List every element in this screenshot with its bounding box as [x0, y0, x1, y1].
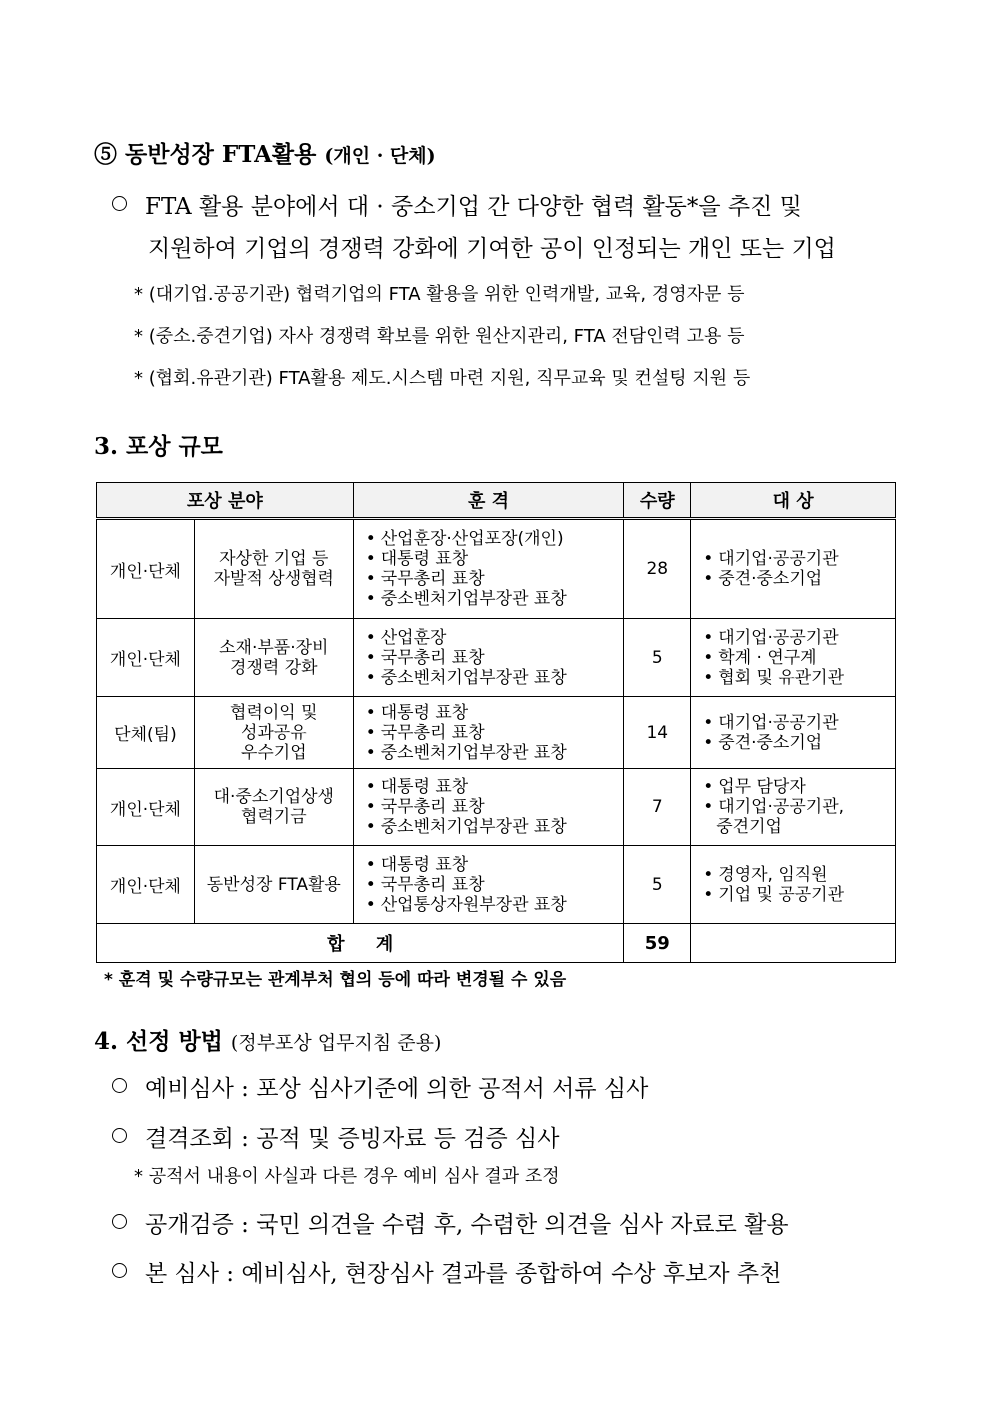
cell-field: [194, 697, 353, 769]
field-line: 경쟁력 강화: [230, 657, 318, 678]
section5-note: * (중소.중견기업) 자사 경쟁력 확보를 위한 원산지관리, FTA 전담인력 고용 등: [134, 326, 745, 347]
target-item: • 대기업·공공기관: [703, 628, 895, 648]
target-item: • 대기업·공공기관: [703, 549, 895, 569]
award-item: • 중소벤처기업부장관 표창: [366, 589, 624, 609]
total-count: 59: [624, 924, 691, 963]
award-item: • 대통령 표창: [366, 777, 624, 797]
award-item: • 산업통상자원부장관 표창: [366, 895, 624, 915]
section4-title-main: 4. 선정 방법: [94, 1028, 223, 1055]
cell-count: 5: [624, 846, 691, 924]
section4-item: [112, 1070, 648, 1103]
section4-item: [112, 1255, 781, 1288]
cell-awards: [353, 769, 624, 846]
section5-note: * (협회.유관기관) FTA활용 제도.시스템 마련 지원, 직무교육 및 컨설팅 지원 등: [134, 368, 751, 389]
award-table: [96, 482, 896, 963]
cell-field: [194, 619, 353, 697]
field-line: 성과공유: [240, 722, 307, 743]
field-line: 대·중소기업상생: [213, 787, 334, 807]
cell-field: [194, 519, 353, 619]
section5-title-paren: (개인 · 단체): [324, 145, 436, 167]
target-item: • 업무 담당자: [703, 777, 895, 797]
header-field: 포상 분야: [97, 483, 354, 519]
cell-count: 28: [624, 519, 691, 619]
section5-title-main: ⑤ 동반성장 FTA활용: [94, 141, 317, 168]
target-item: • 학계 · 연구계: [703, 648, 895, 668]
award-item: • 국무총리 표창: [366, 569, 624, 589]
target-item: • 대기업·공공기관,: [703, 797, 895, 817]
circle-bullet-icon: [112, 196, 127, 211]
award-item: • 산업훈장·산업포장(개인): [366, 529, 624, 549]
cell-awards: [353, 697, 624, 769]
table-row: [97, 846, 896, 924]
award-item: • 대통령 표창: [366, 855, 624, 875]
cell-targets: [691, 519, 896, 619]
award-item: • 대통령 표창: [366, 549, 624, 569]
target-item: • 기업 및 공공기관: [703, 885, 895, 905]
circle-bullet-icon: [112, 1263, 127, 1278]
cell-targets: [691, 697, 896, 769]
award-item: • 국무총리 표창: [366, 723, 624, 743]
section4-item-text: 본 심사 : 예비심사, 현장심사 결과를 종합하여 수상 후보자 추천: [145, 1261, 782, 1287]
section4-title: [94, 1023, 441, 1056]
award-item: • 대통령 표창: [366, 703, 624, 723]
target-item: • 경영자, 임직원: [703, 865, 895, 885]
cell-targets: [691, 619, 896, 697]
table-row: [97, 619, 896, 697]
cell-targets: [691, 846, 896, 924]
cell-targets: [691, 769, 896, 846]
target-item: • 대기업·공공기관: [703, 713, 895, 733]
award-item: • 산업훈장: [366, 628, 624, 648]
award-item: • 국무총리 표창: [366, 797, 624, 817]
award-item: • 중소벤처기업부장관 표창: [366, 817, 624, 837]
cell-count: 7: [624, 769, 691, 846]
target-item: 중견기업: [716, 817, 782, 837]
section4-item-text: 공개검증 : 국민 의견을 수렴 후, 수렴한 의견을 심사 자료로 활용: [145, 1212, 789, 1238]
table-header-row: [97, 483, 896, 519]
cell-count: 14: [624, 697, 691, 769]
section5-body-line2: 지원하여 기업의 경쟁력 강화에 기여한 공이 인정되는 개인 또는 기업: [148, 236, 836, 262]
award-item: • 중소벤처기업부장관 표창: [366, 743, 624, 763]
section3-title: 3. 포상 규모: [94, 433, 223, 460]
cell-type: 개인·단체: [97, 769, 195, 846]
field-line: 자발적 상생협력: [213, 569, 334, 589]
target-item: • 협회 및 유관기관: [703, 668, 895, 688]
award-item: • 국무총리 표창: [366, 648, 624, 668]
circle-bullet-icon: [112, 1128, 127, 1143]
circle-bullet-icon: [112, 1078, 127, 1093]
field-line: 협력기금: [240, 807, 307, 827]
cell-count: 5: [624, 619, 691, 697]
table-note: * 훈격 및 수량규모는 관계부처 협의 등에 따라 변경될 수 있음: [104, 970, 567, 990]
section4-note: * 공적서 내용이 사실과 다른 경우 예비 심사 결과 조정: [134, 1166, 560, 1187]
cell-field: [194, 769, 353, 846]
total-label: 합 계: [97, 924, 624, 963]
cell-awards: [353, 619, 624, 697]
section4-item-text: 예비심사 : 포상 심사기준에 의한 공적서 서류 심사: [145, 1076, 649, 1102]
table-row: [97, 697, 896, 769]
target-item: • 중견·중소기업: [703, 569, 895, 589]
circle-bullet-icon: [112, 1214, 127, 1229]
section4-item-text: 결격조회 : 공적 및 증빙자료 등 검증 심사: [145, 1126, 560, 1152]
section5-title: [94, 136, 436, 169]
header-count: 수량: [624, 483, 691, 519]
field-line: 협력이익 및: [230, 702, 318, 723]
field-line: 동반성장 FTA활용: [206, 874, 341, 895]
cell-type: 개인·단체: [97, 519, 195, 619]
field-line: 우수기업: [240, 742, 307, 763]
field-line: 자상한 기업 등: [219, 549, 329, 569]
header-award: 훈 격: [353, 483, 624, 519]
cell-type: 개인·단체: [97, 846, 195, 924]
total-empty: [691, 924, 896, 963]
section4-item: [112, 1120, 559, 1153]
table-row: [97, 769, 896, 846]
cell-awards: [353, 846, 624, 924]
cell-field: [194, 846, 353, 924]
table-row: [97, 519, 896, 619]
section5-body-line1: [112, 188, 802, 221]
cell-type: 개인·단체: [97, 619, 195, 697]
cell-awards: [353, 519, 624, 619]
field-line: 소재·부품·장비: [219, 637, 329, 658]
award-item: • 국무총리 표창: [366, 875, 624, 895]
target-item: • 중견·중소기업: [703, 733, 895, 753]
section4-item: [112, 1206, 789, 1239]
table-total-row: [97, 924, 896, 963]
section5-note: * (대기업.공공기관) 협력기업의 FTA 활용을 위한 인력개발, 교육, 경영자문 등: [134, 284, 745, 305]
section4-title-sub: (정부포상 업무지침 준용): [230, 1032, 442, 1054]
award-item: • 중소벤처기업부장관 표창: [366, 668, 624, 688]
header-target: 대 상: [691, 483, 896, 519]
section5-body-text1: FTA 활용 분야에서 대 · 중소기업 간 다양한 협력 활동*을 추진 및: [145, 194, 802, 220]
cell-type: 단체(팀): [97, 697, 195, 769]
